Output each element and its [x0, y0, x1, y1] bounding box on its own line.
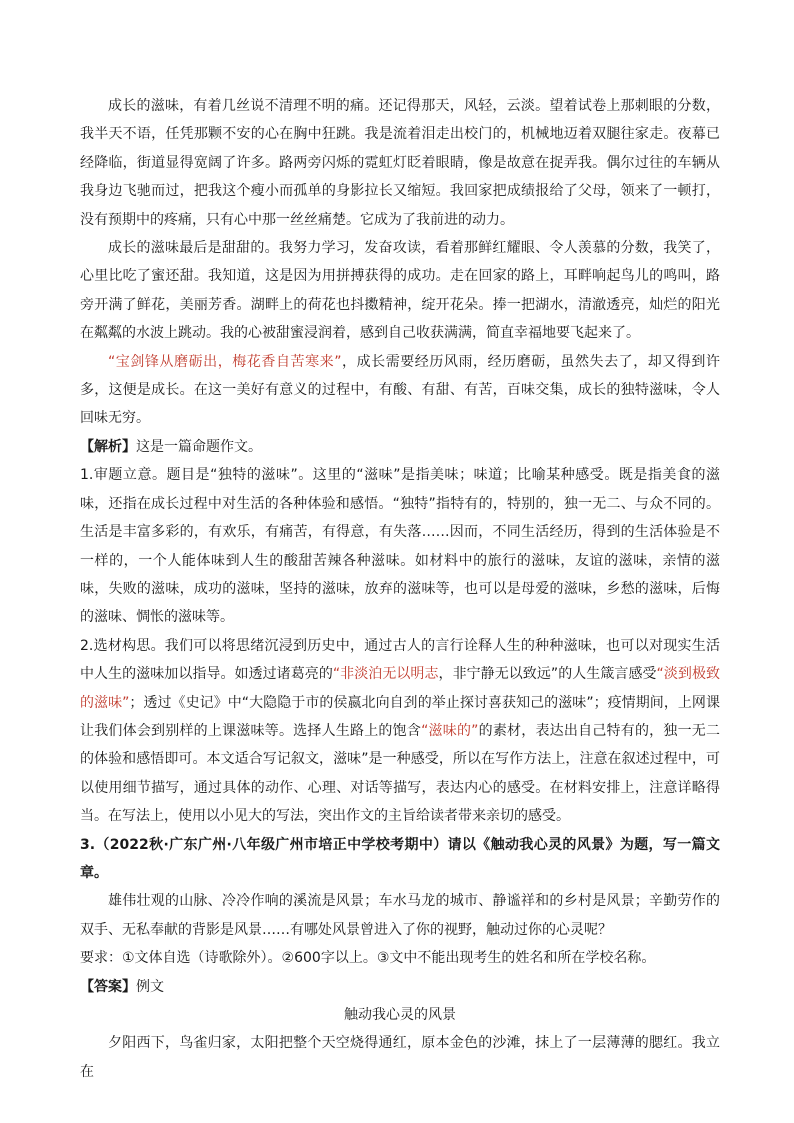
analysis-2-part-3: ；透过《史记》中“大隐隐于市的侯嬴北向自刭的举止探讨喜获知己的滋味”；疫情期间，上网课让我们体会到别样的上课滋味等。选择人生路上的饱含 — [80, 694, 720, 739]
analysis-point-2 — [80, 632, 720, 831]
analysis-point-1: 1.审题立意。题目是“独特的滋味”。这里的“滋味”是指美味；味道；比喻某种感受。既是指美食的滋味，还指在成长过程中对生活的各种体验和感悟。“独特”指特有的，特别的，独一无二、与众不同的。生活是丰富多彩的，有欢乐，有痛苦，有得意，有失落……因而，不同生活经历，得到的生活体验是不一样的，一个人能体味到人生的酸甜苦辣各种滋味。如材料中的旅行的滋味，友谊的滋味，亲情的滋味，失败的滋味，成功的滋味，坚持的滋味，放弃的滋味等，也可以是母爱的滋味，乡愁的滋味，后悔的滋味、惆怅的滋味等。 — [80, 467, 720, 626]
essay-paragraph-2: 成长的滋味最后是甜甜的。我努力学习，发奋攻读，看着那鲜红耀眼、令人羡慕的分数，我笑了，心里比吃了蜜还甜。我知道，这是因为用拼搏获得的成功。走在回家的路上，耳畔响起鸟儿的鸣叫，路旁开满了鲜花，美丽芳香。湖畔上的荷花也抖擞精神，绽开花朵。捧一把湖水，清澈透亮，灿烂的阳光在粼粼的水波上跳动。我的心被甜蜜浸润着，感到自己收获满满，简直幸福地要飞起来了。 — [80, 240, 720, 342]
essay-2-paragraph-1: 夕阳西下，鸟雀归家，太阳把整个天空烧得通红，原本金色的沙滩，抹上了一层薄薄的腮红。我立在 — [80, 1035, 720, 1080]
quote-extreme-taste: “淡到极致的滋味” — [80, 666, 720, 711]
analysis-2-part-1: 2.选材构思。我们可以将思绪沉浸到历史中，通过古人的言行诠释人生的种种滋味，也可以对现实生活中人生的滋味加以指导。如透过诸葛亮的 — [80, 637, 720, 683]
answer-tag: 【答案】 — [80, 978, 136, 995]
document-page — [80, 92, 720, 1086]
quote-zhuge: “非淡泊无以明志 — [332, 666, 439, 683]
poem-quote: “宝剑锋从磨砺出，梅花香自苦寒来” — [108, 353, 342, 370]
essay-paragraph-1: 成长的滋味，有着几丝说不清理不明的痛。还记得那天，风轻，云淡。望着试卷上那刺眼的分数，我半天不语，任凭那颗不安的心在胸中狂跳。我是流着泪走出校门的，机械地迈着双腿往家走。夜幕已经降临，街道显得宽阔了许多。路两旁闪烁的霓虹灯眨着眼睛，像是故意在捉弄我。偶尔过往的车辆从我身边飞驰而过，把我这个瘦小而孤单的身影拉长又缩短。我回家把成绩报给了父母，领来了一顿打，没有预期中的疼痛，只有心中那一丝丝痛楚。它成为了我前进的动力。 — [80, 98, 720, 228]
analysis-intro: 这是一篇命题作文。 — [136, 438, 262, 455]
analysis-2-part-2: ，非宁静无以致远”的人生箴言感受 — [438, 666, 657, 683]
question-3-requirements: 要求：①文体自选（诗歌除外）。②600字以上。③文中不能出现考生的姓名和所在学校名称。 — [80, 950, 656, 967]
question-3: 3.（2022秋·广东广州·八年级广州市培正中学校考期中）请以《触动我心灵的风景》为题，写一篇文章。 — [80, 836, 720, 881]
paragraph-3-text: ，成长需要经历风雨，经历磨砺，虽然失去了，却又得到许多，这便是成长。在这一美好有意义的过程中，有酸、有甜、有苦，百味交集，成长的独特滋味，令人回味无穷。 — [80, 353, 720, 427]
analysis-heading — [80, 433, 720, 461]
question-3-prompt: 雄伟壮观的山脉、冷冷作响的溪流是风景；车水马龙的城市、静谧祥和的乡村是风景；辛勤劳作的双手、无私奉献的背影是风景……有哪处风景曾进入了你的视野，触动过你的心灵呢？ — [80, 893, 720, 938]
essay-paragraph-3 — [80, 348, 720, 433]
analysis-2-part-4: 的素材，表达出自己特有的，独一无二的体验和感悟即可。本文适合写记叙文，滋味”是一种感受，所以在写作方法上，注意在叙述过程中，可以使用细节描写，通过具体的动作、心理、对话等描写，表达内心的感受。在材料安排上，注意详略得当。在写法上，使用以小见大的写法，突出作文的主旨给读者带来亲切的感受。 — [80, 722, 721, 825]
essay-title: 触动我心灵的风景 — [344, 1007, 456, 1023]
answer-heading — [80, 973, 720, 1001]
answer-label: 例文 — [136, 978, 164, 995]
quote-taste: “滋味的” — [421, 722, 479, 739]
analysis-tag: 【解析】 — [80, 438, 136, 455]
